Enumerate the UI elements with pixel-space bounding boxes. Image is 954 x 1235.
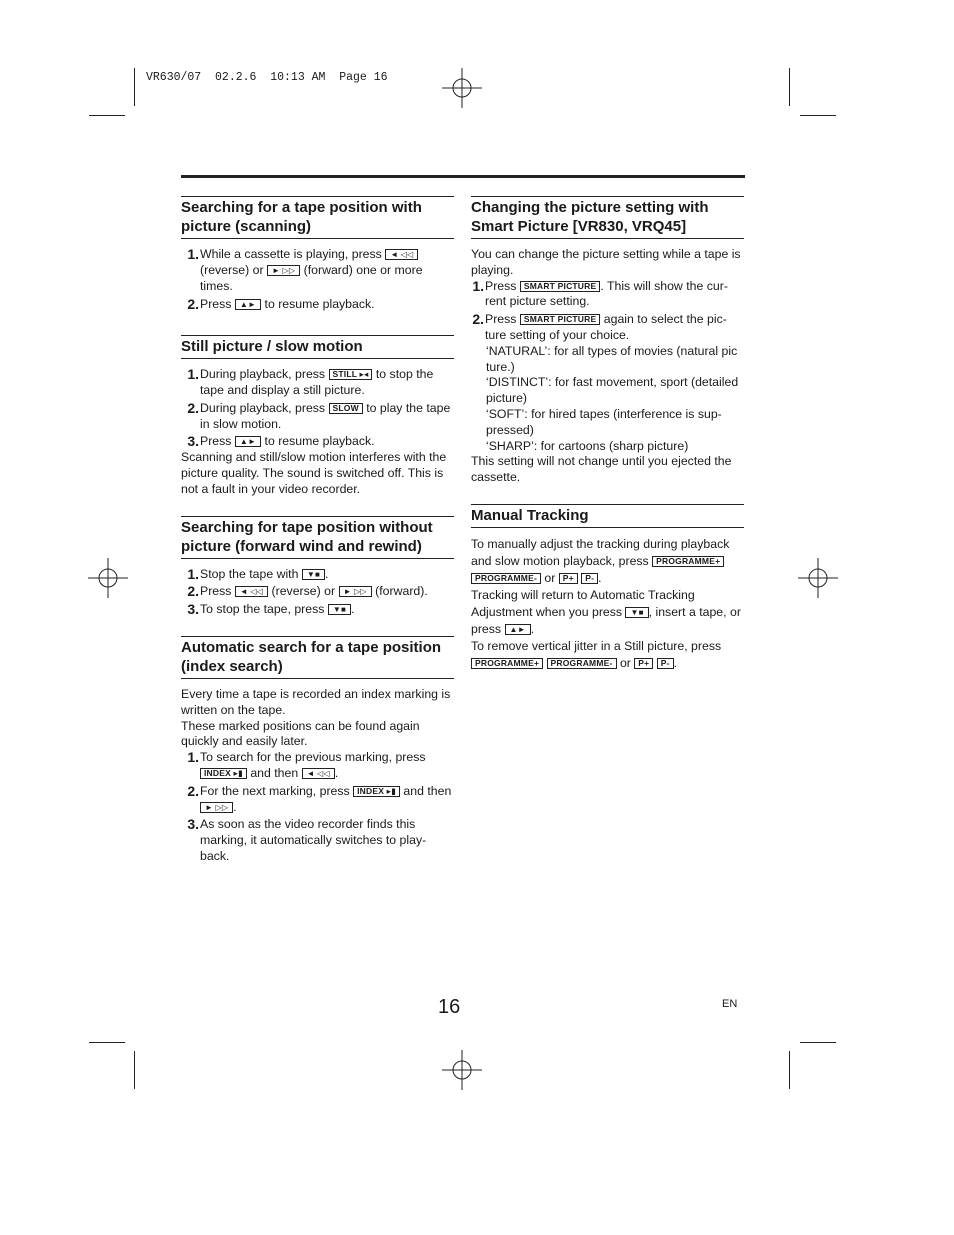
paragraph: Tracking will return to Automatic Tracking Adjustment when you press ▼■ , insert a tape, or press ▲► . [471, 587, 741, 636]
section-title: Searching for a tape position with picture (scanning) [181, 196, 454, 239]
left-column [181, 196, 454, 883]
option-text: ‘NATURAL’: for all types of movies (natural pic ture.) [486, 343, 738, 374]
paragraph: These marked positions can be found again quickly and easily later. [181, 718, 420, 749]
crop-mark [789, 68, 790, 106]
programme-minus-key-icon: PROGRAMME- [547, 658, 617, 669]
step-number: 1. [472, 277, 484, 294]
step-text: While a cassette is playing, press ◄ ◁◁ (reverse) or ► ▷▷ (forward) one or more times. [200, 247, 423, 293]
list-item [181, 584, 454, 600]
list-item [181, 297, 454, 313]
index-key-icon: INDEX ▸▮ [200, 768, 247, 779]
play-key-icon: ▲► [505, 624, 531, 635]
step-number: 2. [187, 399, 199, 416]
step-number: 2. [187, 296, 199, 313]
play-key-icon: ▲► [235, 299, 261, 310]
right-column [471, 196, 744, 690]
crop-mark [89, 115, 125, 116]
registration-mark-icon [442, 68, 482, 108]
list-item [181, 817, 454, 864]
crop-mark [800, 115, 836, 116]
step-number: 1. [187, 565, 199, 582]
programme-plus-key-icon: PROGRAMME+ [471, 658, 543, 669]
list-item [181, 367, 454, 399]
step-number: 1. [187, 366, 199, 383]
play-key-icon: ▲► [235, 436, 261, 447]
still-key-icon: STILL ▸◂ [329, 369, 373, 380]
step-text: Press ▲► to resume playback. [200, 434, 375, 449]
step-number: 3. [187, 601, 199, 618]
forward-key-icon: ► ▷▷ [200, 802, 233, 813]
step-text: Press ◄ ◁◁ (reverse) or ► ▷▷ (forward). [200, 584, 428, 599]
step-text: To stop the tape, press ▼■ . [200, 602, 355, 617]
note-text: Scanning and still/slow motion interferes with the picture quality. The sound is switched off. This is not a fault in your video recorder. [181, 450, 447, 496]
section-scanning [181, 196, 454, 313]
step-text: Press ▲► to resume playback. [200, 297, 375, 312]
section-title: Changing the picture setting with Smart Picture [VR830, VRQ45] [471, 196, 744, 239]
step-text: To search for the previous marking, press INDEX ▸▮ and then ◄ ◁◁ . [200, 750, 426, 780]
option-text: ‘SOFT’: for hired tapes (interference is sup-pressed) [486, 406, 722, 437]
list-item [181, 784, 454, 816]
section-manual-tracking [471, 504, 744, 672]
step-text: For the next marking, press INDEX ▸▮ and then ► ▷▷ . [200, 783, 452, 814]
step-text: Press SMART PICTURE . This will show the cur-rent picture setting. [485, 278, 728, 309]
registration-mark-icon [88, 558, 128, 598]
section-smart-picture [471, 196, 744, 486]
top-rule [181, 175, 745, 178]
section-still [181, 335, 454, 497]
step-number: 1. [187, 749, 199, 766]
list-item [471, 279, 744, 311]
step-number: 3. [187, 816, 199, 833]
stop-key-icon: ▼■ [302, 569, 325, 580]
rewind-key-icon: ◄ ◁◁ [302, 768, 335, 779]
smart-picture-key-icon: SMART PICTURE [520, 314, 601, 325]
section-index [181, 636, 454, 865]
stop-key-icon: ▼■ [625, 607, 648, 618]
programme-plus-key-icon: PROGRAMME+ [652, 556, 724, 567]
rewind-key-icon: ◄ ◁◁ [235, 586, 268, 597]
section-title: Manual Tracking [471, 504, 744, 528]
step-number: 3. [187, 433, 199, 450]
section-title: Searching for tape position without picture (forward wind and rewind) [181, 516, 454, 559]
paragraph: Every time a tape is recorded an index marking is written on the tape. [181, 686, 451, 717]
smart-picture-key-icon: SMART PICTURE [520, 281, 601, 292]
crop-mark [134, 68, 135, 106]
section-title: Automatic search for a tape position (index search) [181, 636, 454, 679]
step-text: As soon as the video recorder finds this marking, it automatically switches to play-back. [200, 817, 427, 863]
step-number: 1. [187, 246, 199, 262]
list-item [181, 602, 454, 618]
p-minus-key-icon: P- [657, 658, 674, 669]
list-item [181, 567, 454, 583]
rewind-key-icon: ◄ ◁◁ [385, 249, 418, 260]
section-wind [181, 516, 454, 618]
index-key-icon: INDEX ▸▮ [353, 786, 400, 797]
programme-minus-key-icon: PROGRAMME- [471, 573, 541, 584]
list-item [471, 312, 744, 344]
p-plus-key-icon: P+ [559, 573, 578, 584]
p-plus-key-icon: P+ [634, 658, 653, 669]
slow-key-icon: SLOW [329, 403, 363, 414]
step-text: During playback, press SLOW to play the tape in slow motion. [200, 400, 451, 431]
section-title: Still picture / slow motion [181, 335, 454, 359]
crop-mark [800, 1042, 836, 1043]
list-item [181, 401, 454, 433]
step-text: Stop the tape with ▼■ . [200, 566, 329, 581]
option-text: ‘SHARP’: for cartoons (sharp picture) [486, 438, 689, 453]
page-number: 16 [438, 996, 461, 1018]
crop-mark [134, 1051, 135, 1089]
list-item [181, 750, 454, 782]
print-header: VR630/07 02.2.6 10:13 AM Page 16 [146, 71, 388, 84]
crop-mark [89, 1042, 125, 1043]
registration-mark-icon [798, 558, 838, 598]
step-text: During playback, press STILL ▸◂ to stop the tape and display a still picture. [200, 367, 434, 397]
p-minus-key-icon: P- [581, 573, 598, 584]
step-text: Press SMART PICTURE again to select the pic-ture setting of your choice. [485, 312, 727, 342]
paragraph: This setting will not change until you ejected the cassette. [471, 454, 732, 485]
paragraph: To manually adjust the tracking during playback and slow motion playback, press PROGRAMME+ PROGRAMME- or P+ P- . [471, 536, 730, 585]
paragraph: To remove vertical jitter in a Still picture, press PROGRAMME+ PROGRAMME- or P+ P- . [471, 638, 722, 670]
list-item [181, 434, 454, 450]
step-number: 2. [187, 583, 199, 600]
forward-key-icon: ► ▷▷ [339, 586, 372, 597]
registration-mark-icon [442, 1050, 482, 1090]
stop-key-icon: ▼■ [328, 604, 351, 615]
list-item [181, 247, 454, 294]
paragraph: You can change the picture setting while a tape is playing. [471, 247, 741, 277]
crop-mark [789, 1051, 790, 1089]
forward-key-icon: ► ▷▷ [267, 265, 300, 276]
option-text: ‘DISTINCT’: for fast movement, sport (detailed picture) [486, 375, 739, 406]
step-number: 2. [187, 782, 199, 799]
language-code: EN [722, 998, 738, 1010]
step-number: 2. [472, 311, 484, 328]
